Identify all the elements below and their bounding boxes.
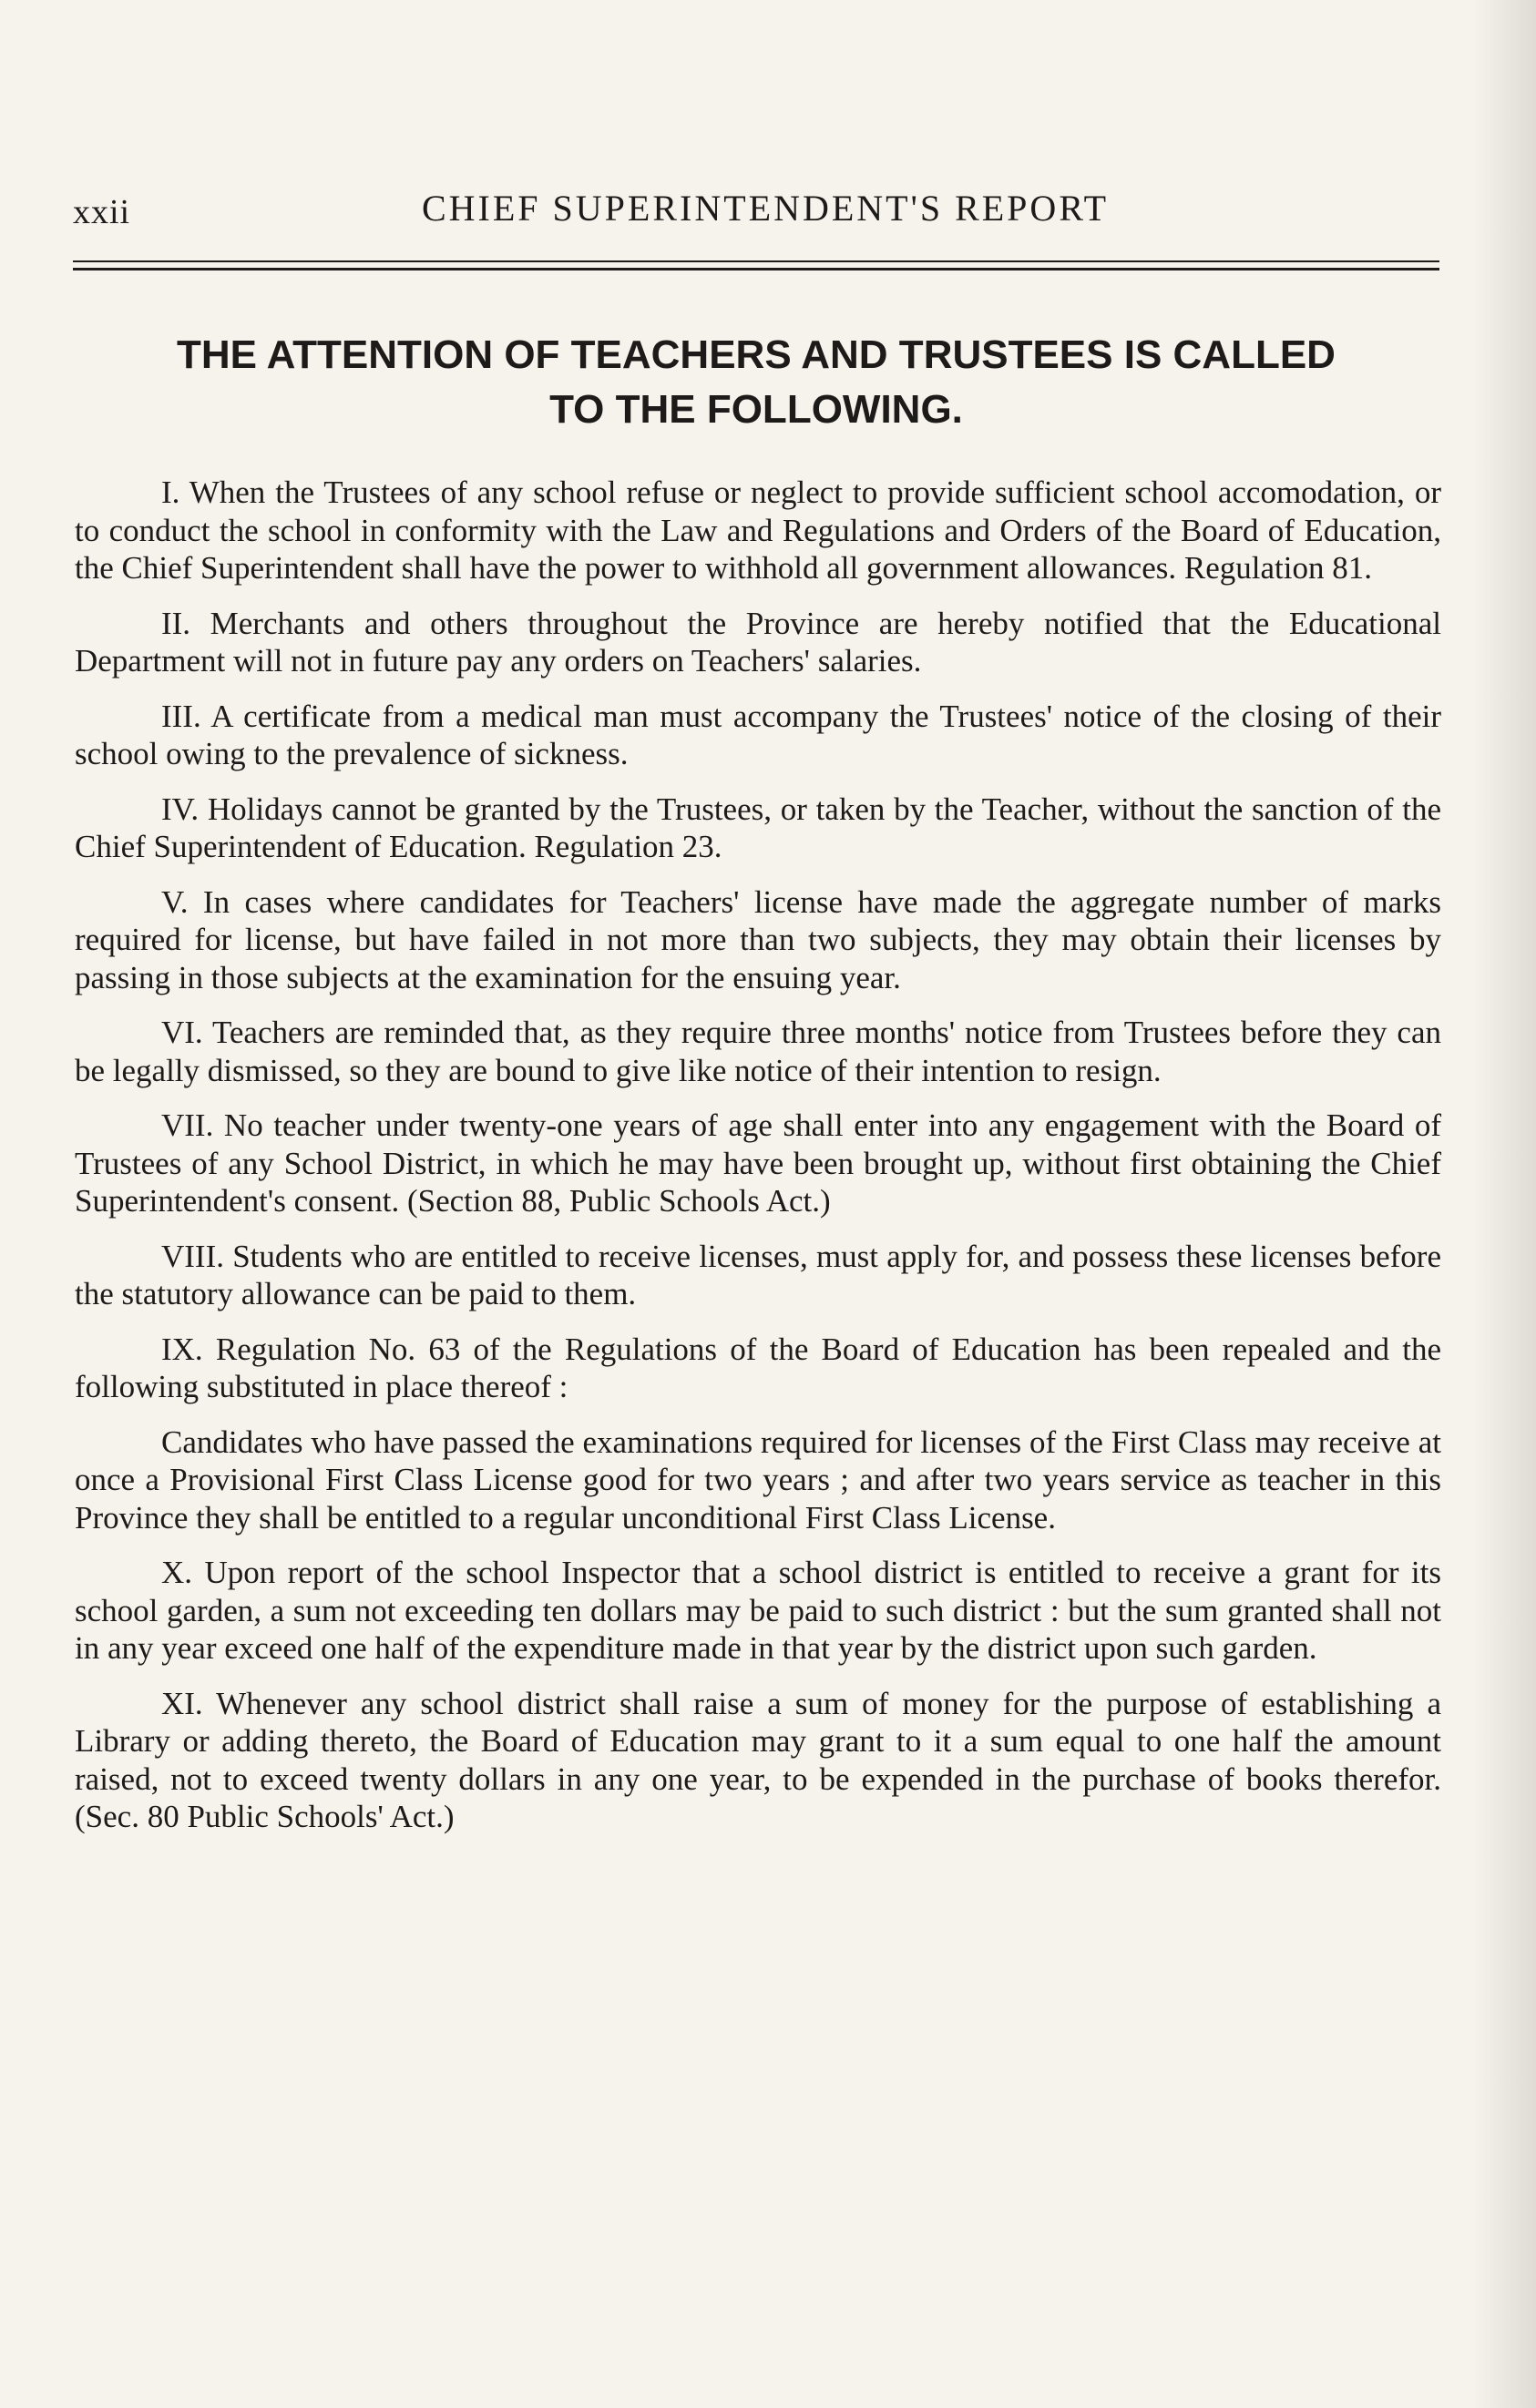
paragraph-9: IX. Regulation No. 63 of the Regulations of the Board of Education has been repealed and the following substituted in place thereof : [75, 1331, 1441, 1404]
paragraph-4: IV. Holidays cannot be granted by the Trustees, or taken by the Teacher, without the sanction of the Chief Superintendent of Education. Regulation 23. [75, 791, 1441, 864]
paragraph-11: XI. Whenever any school district shall raise a sum of money for the purpose of establishing a Library or adding thereto, the Board of Education may grant to it a sum equal to one half the amount raised, not to exceed twenty dollars in any one year, to be expended in the purchase of books therefor. (Sec. 80 Public Schools' Act.) [75, 1685, 1441, 1834]
paragraph-10: X. Upon report of the school Inspector that a school district is entitled to receive a grant for its school garden, a sum not exceeding ten dollars may be paid to such district : but the sum granted shall not in any year exceed one half of the expenditure made in that year by the district upon such garden. [75, 1555, 1441, 1666]
paragraph-2: II. Merchants and others throughout the Province are hereby notified that the Educational Department will not in future pay any orders on Teachers' salaries. [75, 605, 1441, 679]
paragraph-3: III. A certificate from a medical man must accompany the Trustees' notice of the closing of their school owing to the prevalence of sickness. [75, 698, 1441, 771]
paragraph-1: I. When the Trustees of any school refuse or neglect to provide sufficient school accomodation, or to conduct the school in conformity with the Law and Regulations and Orders of the Board of Education, the Chief Superintendent shall have the power to withhold all government allowances. Regulation 81. [75, 474, 1441, 586]
main-heading [73, 328, 1439, 437]
header-rule-thin [73, 260, 1439, 262]
page-edge-shading [1472, 0, 1536, 2408]
running-head [73, 187, 1439, 241]
header-rule-thick [73, 268, 1439, 270]
main-heading-line-2: TO THE FOLLOWING. [549, 387, 963, 432]
paragraph-7: VII. No teacher under twenty-one years of age shall enter into any engagement with the Board of Trustees of any School District, in which he may have been brought up, without first obtaining the Chief Superintendent's consent. (Section 88, Public Schools Act.) [75, 1107, 1441, 1219]
page-number: xxii [73, 193, 131, 231]
paragraph-9-substitution: Candidates who have passed the examinations required for licenses of the First Class may receive at once a Provisional First Class License good for two years ; and after two years service as teacher in this Province they shall be entitled to a regular unconditional First Class License. [75, 1423, 1441, 1536]
body-text [75, 474, 1441, 1836]
main-heading-line-1: THE ATTENTION OF TEACHERS AND TRUSTEES IS CALLED [177, 332, 1336, 377]
paragraph-5: V. In cases where candidates for Teachers' license have made the aggregate number of marks required for license, but have failed in not more than two subjects, they may obtain their licenses by passing in those subjects at the examination for the ensuing year. [75, 883, 1441, 995]
running-title: CHIEF SUPERINTENDENT'S REPORT [421, 188, 1110, 229]
paragraph-8: VIII. Students who are entitled to receive licenses, must apply for, and possess these licenses before the statutory allowance can be paid to them. [75, 1238, 1441, 1311]
paragraph-6: VI. Teachers are reminded that, as they require three months' notice from Trustees before they can be legally dismissed, so they are bound to give like notice of their intention to resign. [75, 1015, 1441, 1088]
